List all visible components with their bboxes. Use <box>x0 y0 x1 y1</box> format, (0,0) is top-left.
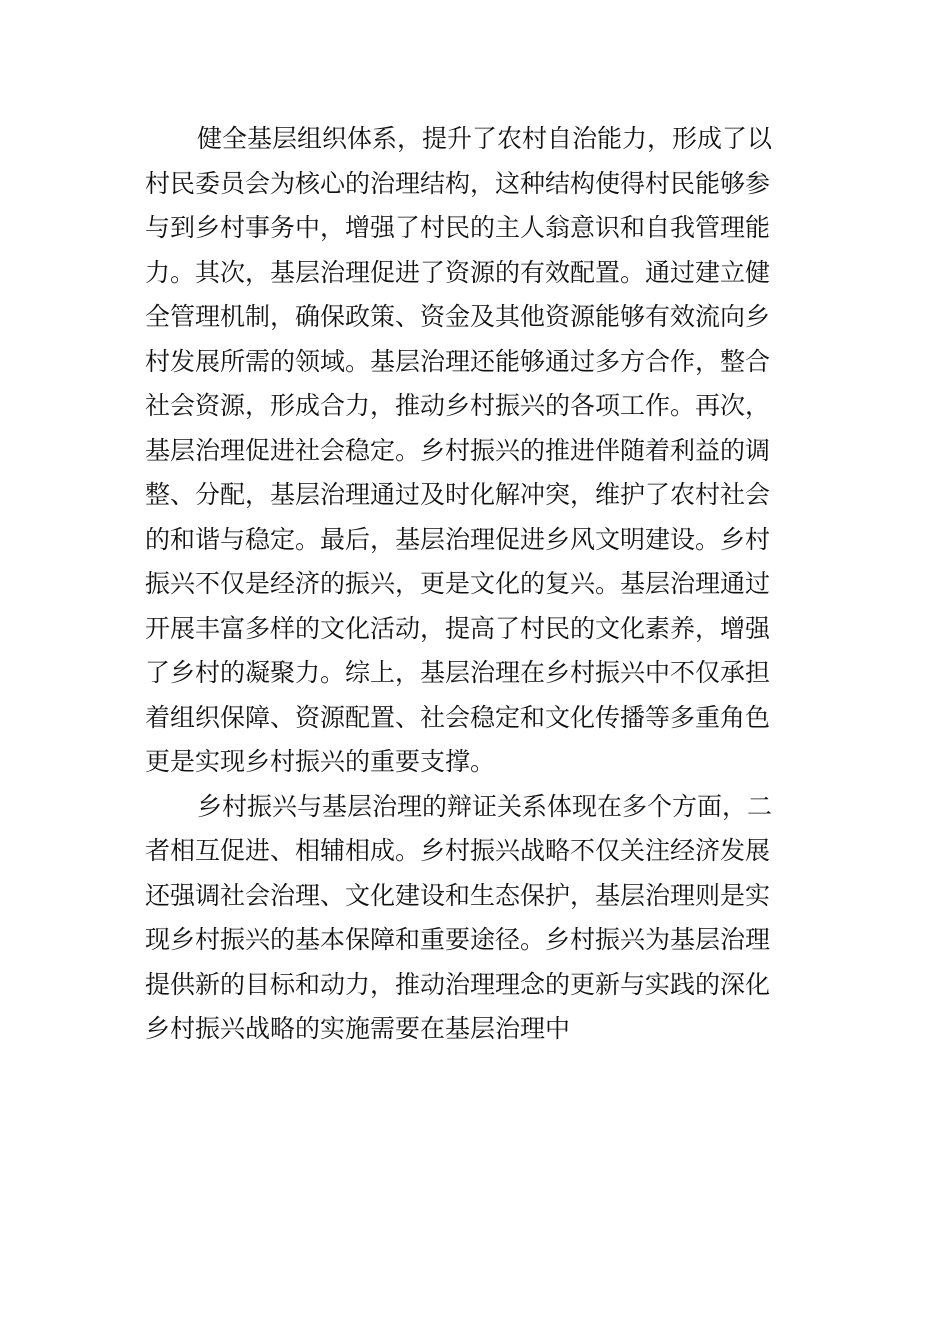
paragraph-2 <box>145 785 810 1052</box>
text-line: 村发展所需的领域。基层治理还能够通过多方合作，整合 <box>145 346 771 376</box>
text-line: 乡村振兴与基层治理的辩证关系体现在多个方面，二 <box>197 791 773 821</box>
text-line: 力。其次，基层治理促进了资源的有效配置。通过建立健 <box>145 257 771 287</box>
text-line: 还强调社会治理、文化建设和生态保护，基层治理则是实 <box>145 880 771 910</box>
text-line: 的和谐与稳定。最后，基层治理促进乡风文明建设。乡村 <box>145 524 771 554</box>
text-line: 与到乡村事务中，增强了村民的主人翁意识和自我管理能 <box>145 213 771 242</box>
text-line: 社会资源，形成合力，推动乡村振兴的各项工作。再次， <box>145 391 771 420</box>
text-line: 乡村振兴战略的实施需要在基层治理中 <box>145 1014 571 1043</box>
text-line: 振兴不仅是经济的振兴，更是文化的复兴。基层治理通过 <box>145 569 771 598</box>
text-line: 现乡村振兴的基本保障和重要途径。乡村振兴为基层治理 <box>145 925 771 954</box>
text-line: 了乡村的凝聚力。综上，基层治理在乡村振兴中不仅承担 <box>145 658 771 687</box>
text-line: 全管理机制，确保政策、资金及其他资源能够有效流向乡 <box>145 302 771 331</box>
text-line: 提供新的目标和动力，推动治理理念的更新与实践的深化 <box>145 969 771 999</box>
document-body <box>145 117 810 1052</box>
text-line: 着组织保障、资源配置、社会稳定和文化传播等多重角色 <box>145 702 771 732</box>
text-line: 健全基层组织体系，提升了农村自治能力，形成了以 <box>197 124 773 153</box>
text-line: 者相互促进、相辅相成。乡村振兴战略不仅关注经济发展 <box>145 836 771 865</box>
text-line: 更是实现乡村振兴的重要支撑。 <box>145 747 496 776</box>
text-line: 整、分配，基层治理通过及时化解冲突，维护了农村社会 <box>145 480 771 509</box>
paragraph-1 <box>145 117 810 785</box>
text-line: 村民委员会为核心的治理结构，这种结构使得村民能够参 <box>145 168 771 198</box>
text-line: 基层治理促进社会稳定。乡村振兴的推进伴随着利益的调 <box>145 435 771 465</box>
text-line: 开展丰富多样的文化活动，提高了村民的文化素养，增强 <box>145 613 771 643</box>
